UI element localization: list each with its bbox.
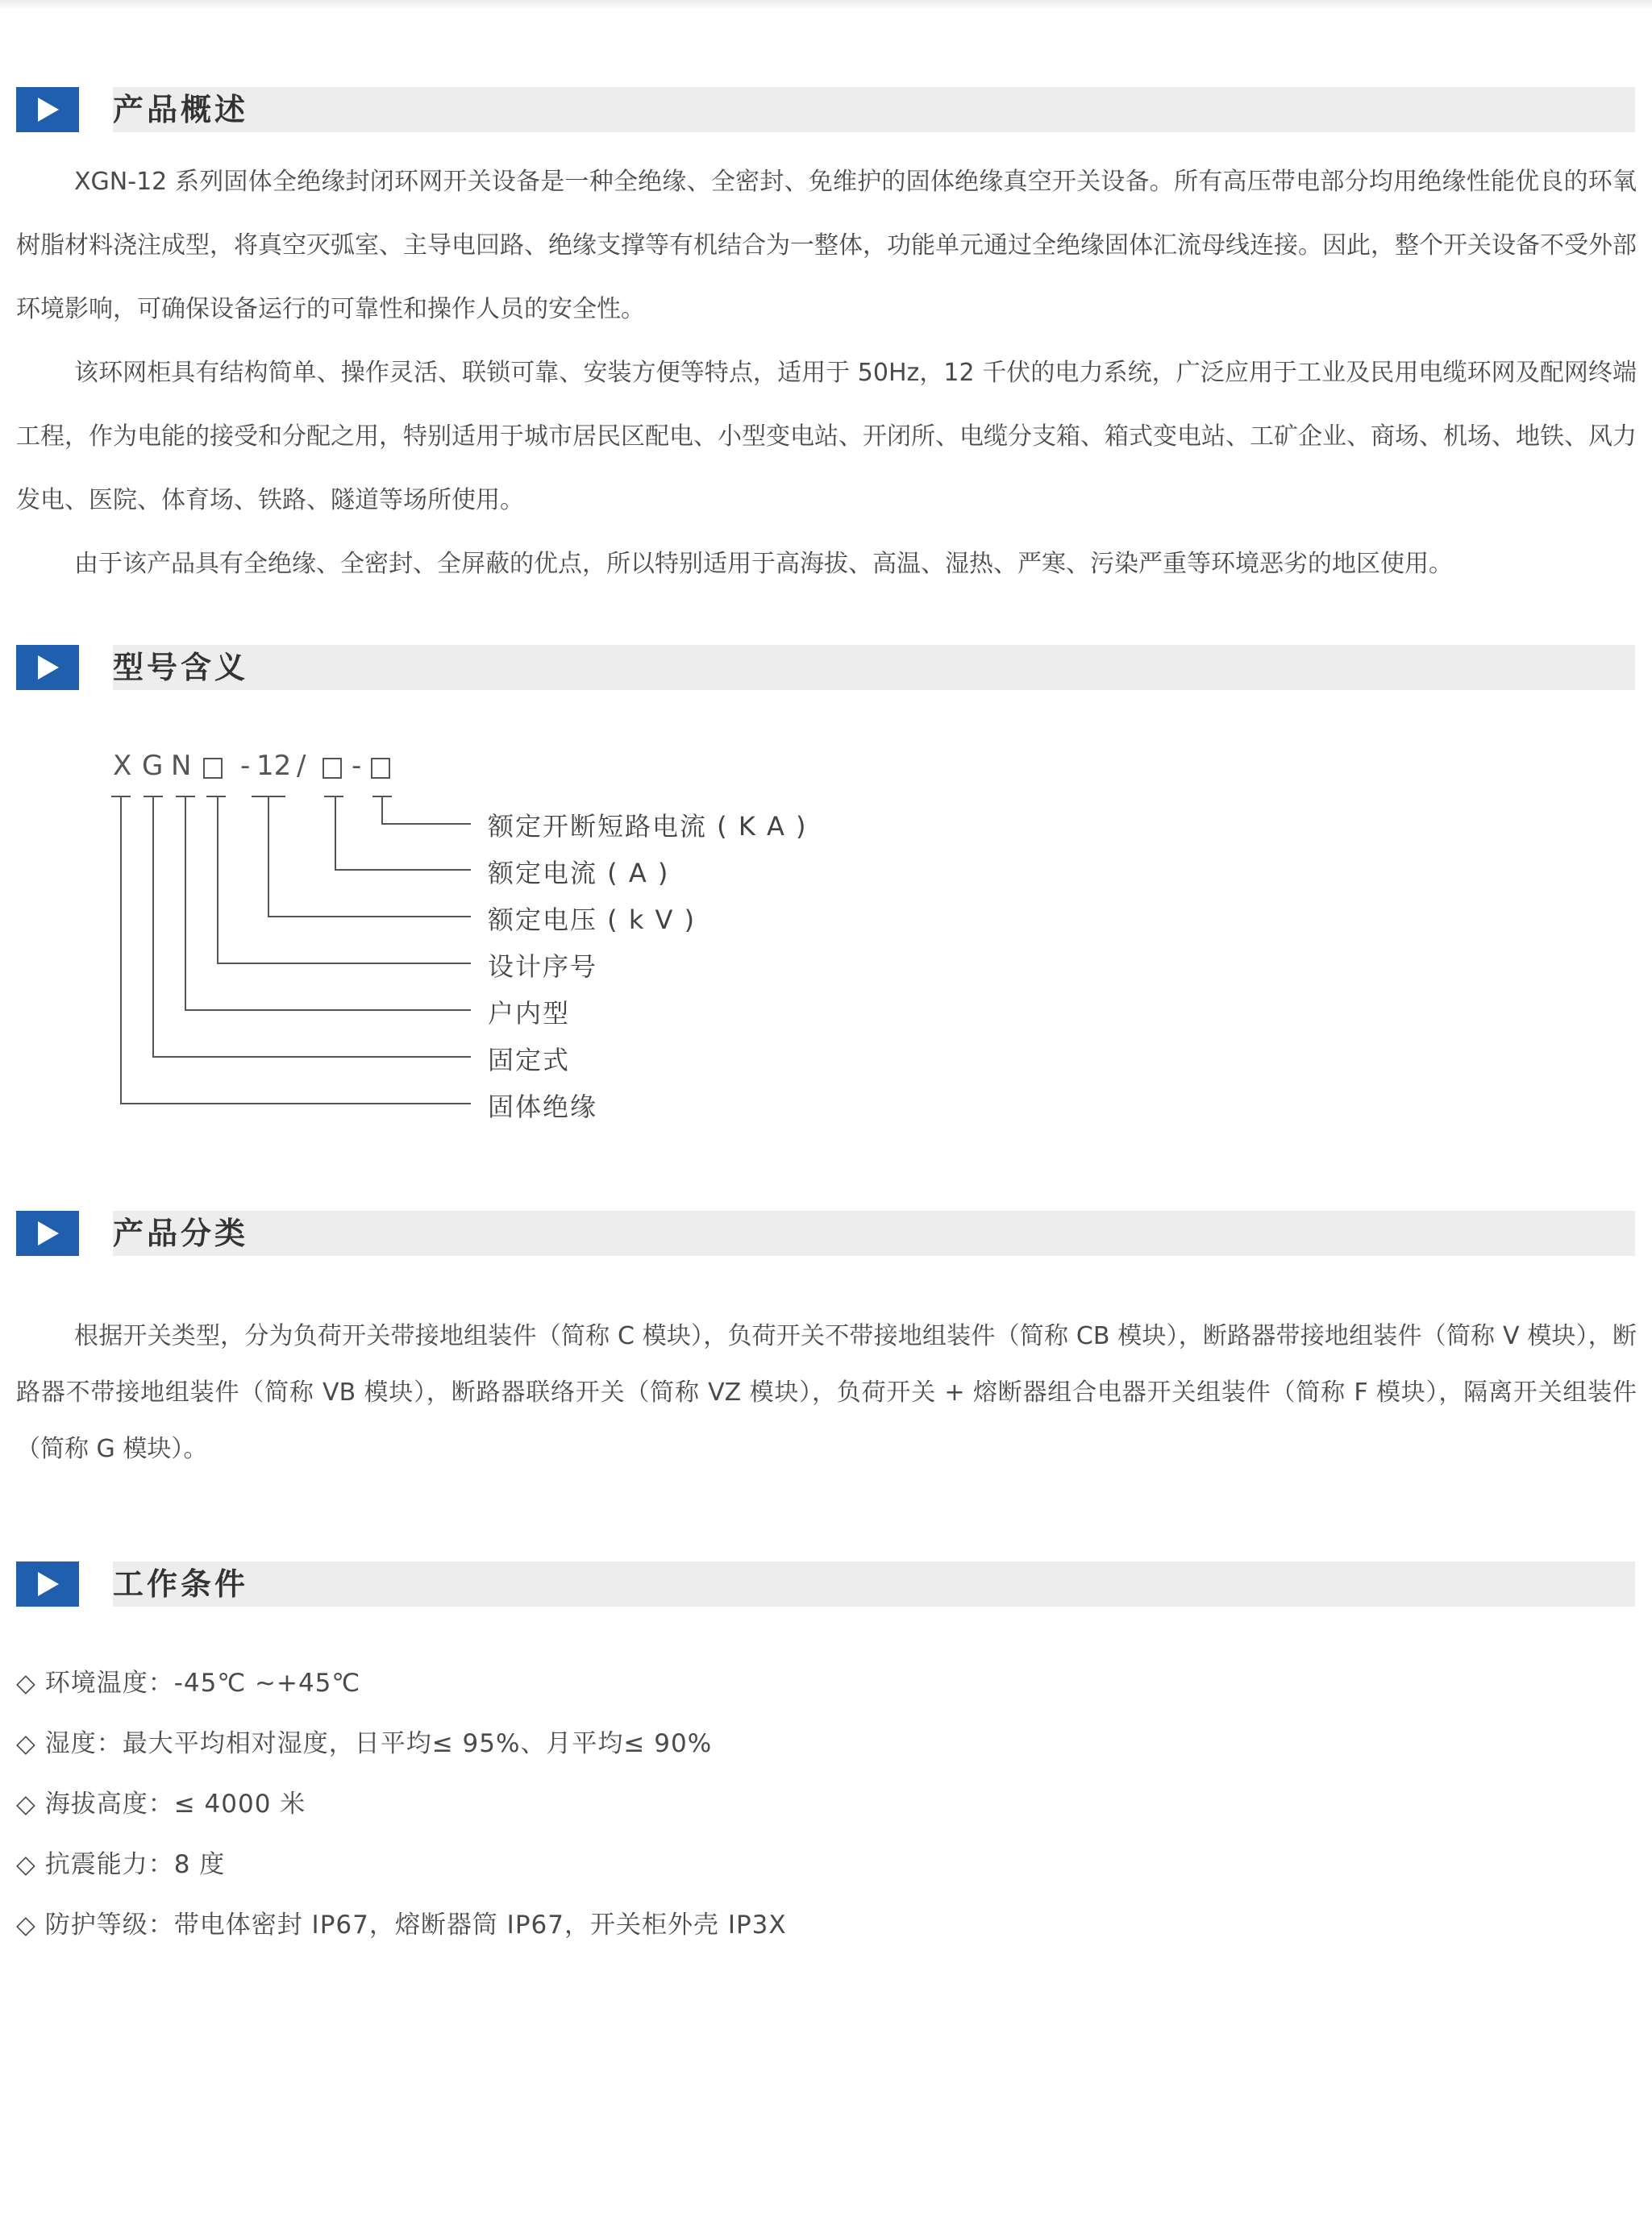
section-header-conditions [16, 1561, 1635, 1607]
condition-item-altitude: ◇ 海拔高度：≤ 4000 米 [16, 1790, 306, 1819]
play-icon [38, 1572, 59, 1596]
play-icon [38, 1221, 59, 1245]
section-header-category [16, 1211, 1635, 1256]
code-letter-x: X [113, 750, 132, 782]
section-title: 工作条件 [113, 1566, 249, 1602]
play-icon-box [16, 645, 79, 690]
section-title: 型号含义 [113, 650, 249, 685]
header-bar [113, 1211, 1635, 1256]
section-title: 产品分类 [113, 1216, 249, 1251]
play-icon-box [16, 1211, 79, 1256]
condition-item-protection: ◇ 防护等级：带电体密封 IP67，熔断器筒 IP67，开关柜外壳 IP3X [16, 1911, 787, 1940]
category-paragraph: 根据开关类型，分为负荷开关带接地组装件（简称 C 模块），负荷开关不带接地组装件（简称 CB 模块），断路器带接地组装件（简称 V 模块），断路器不带接地组装件（简称 VB 模块），断路器联络开关（简称 VZ 模块），负荷开关 + 熔断器组合电器开关组装件（简称 F 模块），隔离开关组装件（简称 G 模块）。 [16, 1322, 1637, 1463]
code-dash: - [240, 750, 251, 782]
header-bar [113, 1561, 1635, 1607]
section-header-overview [16, 87, 1635, 132]
label-rated-voltage: 额定电压 ( k V ) [488, 904, 697, 935]
overview-paragraph-1: XGN-12 系列固体全绝缘封闭环网开关设备是一种全绝缘、全密封、免维护的固体绝缘真空开关设备。所有高压带电部分均用绝缘性能优良的环氧树脂材料浇注成型，将真空灭弧室、主导电回路、绝缘支撑等有机结合为一整体，功能单元通过全绝缘固体汇流母线连接。因此，整个开关设备不受外部环境影响，可确保设备运行的可靠性和操作人员的安全性。 [16, 168, 1637, 323]
play-icon [38, 655, 59, 680]
top-divider [0, 0, 1652, 10]
code-voltage-number: 12 [256, 750, 292, 782]
label-rated-current: 额定电流 ( A ) [488, 858, 670, 888]
bracket-lines [0, 750, 887, 1121]
label-fixed: 固定式 [488, 1045, 571, 1075]
condition-item-humidity: ◇ 湿度：最大平均相对湿度，日平均≤ 95%、月平均≤ 90% [16, 1729, 713, 1758]
code-dash: - [352, 750, 362, 782]
play-icon-box [16, 87, 79, 132]
label-indoor: 户内型 [488, 998, 571, 1029]
header-bar [113, 87, 1635, 132]
header-bar [113, 645, 1635, 690]
section-title: 产品概述 [113, 92, 249, 127]
label-breaking-current: 额定开断短路电流 ( K A ) [488, 811, 808, 842]
code-letter-g: G [142, 750, 164, 782]
overview-paragraph-3: 由于该产品具有全绝缘、全密封、全屏蔽的优点，所以特别适用于高海拔、高温、湿热、严寒、污染严重等环境恶劣的地区使用。 [74, 550, 1453, 578]
code-letter-n: N [171, 750, 192, 782]
section-header-model [16, 645, 1635, 690]
label-solid-insulation: 固体绝缘 [488, 1092, 598, 1122]
condition-item-seismic: ◇ 抗震能力：8 度 [16, 1850, 226, 1879]
model-code-diagram [0, 750, 887, 1121]
overview-paragraph-2: 该环网柜具有结构简单、操作灵活、联锁可靠、安装方便等特点，适用于 50Hz，12 千伏的电力系统，广泛应用于工业及民用电缆环网及配网终端工程，作为电能的接受和分配之用，特别适用于城市居民区配电、小型变电站、开闭所、电缆分支箱、箱式变电站、工矿企业、商场、机场、地铁、风力发电、医院、体育场、铁路、隧道等场所使用。 [16, 359, 1637, 514]
code-slash: / [297, 750, 306, 782]
condition-item-temperature: ◇ 环境温度：-45℃ ~+45℃ [16, 1669, 361, 1698]
label-design-number: 设计序号 [488, 951, 598, 982]
play-icon-box [16, 1561, 79, 1607]
play-icon [38, 98, 59, 122]
